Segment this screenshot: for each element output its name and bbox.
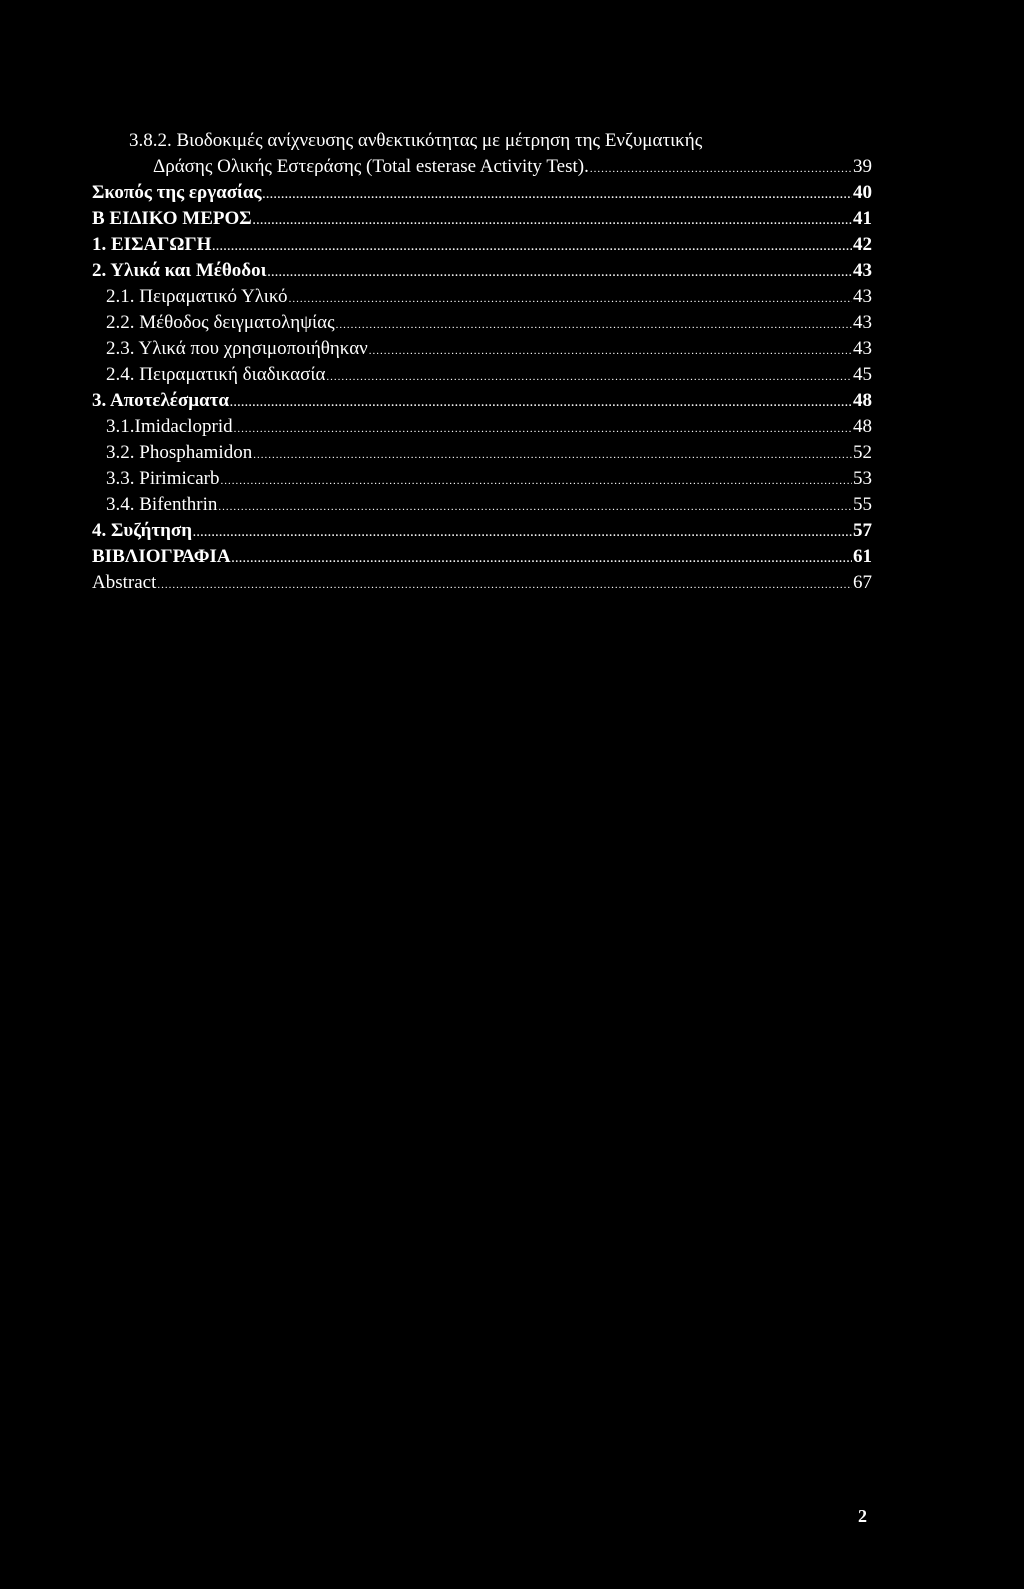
page-number: 2 xyxy=(858,1506,867,1526)
toc-entry-3-4 xyxy=(92,492,872,518)
toc-leader xyxy=(289,284,852,312)
toc-entry-page: 67 xyxy=(853,572,872,593)
toc-leader xyxy=(253,440,852,468)
toc-entry-page: 55 xyxy=(853,494,872,515)
toc-leader xyxy=(253,206,852,234)
toc-leader xyxy=(263,180,852,208)
toc-entry-page: 45 xyxy=(853,364,872,385)
toc-entry-label: 3. Αποτελέσματα xyxy=(92,390,229,411)
toc-entry-page: 43 xyxy=(853,260,872,281)
toc-entry-page: 53 xyxy=(853,468,872,489)
toc-entry-3-2 xyxy=(92,440,872,466)
toc-entry-apotelesmata xyxy=(92,388,872,414)
toc-entry-page: 48 xyxy=(853,416,872,437)
toc-entry-label: 2.2. Μέθοδος δειγματοληψίας xyxy=(106,312,335,333)
toc-entry-label: 1. ΕΙΣΑΓΩΓΗ xyxy=(92,234,212,255)
toc-entry-skopos xyxy=(92,180,872,206)
toc-leader xyxy=(234,414,852,442)
toc-leader xyxy=(336,310,852,338)
toc-entry-page: 48 xyxy=(853,390,872,411)
toc-entry-label: 2.4. Πειραματική διαδικασία xyxy=(106,364,326,385)
toc-entry-page: 43 xyxy=(853,338,872,359)
toc-entry-vivliografia xyxy=(92,544,872,570)
toc-entry-label: Δράσης Ολικής Εστεράσης (Total esterase Activity Test). xyxy=(153,156,589,177)
toc-leader xyxy=(220,466,852,494)
toc-leader xyxy=(193,518,852,546)
toc-leader xyxy=(590,154,852,182)
toc-entry-label: 3.8.2. Βιοδοκιμές ανίχνευσης ανθεκτικότητας με μέτρηση της Ενζυματικής xyxy=(129,130,703,151)
toc-leader xyxy=(218,492,852,520)
toc-entry-eidiko-meros xyxy=(92,206,872,232)
toc-entry-3-1 xyxy=(92,414,872,440)
toc-entry-page: 57 xyxy=(853,520,872,541)
toc-entry-label: Β ΕΙΔΙΚΟ ΜΕΡΟΣ xyxy=(92,208,252,229)
toc-entry-page: 43 xyxy=(853,312,872,333)
toc-entry-label: Σκοπός της εργασίας xyxy=(92,182,262,203)
toc-entry-label: ΒΙΒΛΙΟΓΡΑΦΙΑ xyxy=(92,546,231,567)
toc-entry-page: 42 xyxy=(853,234,872,255)
toc-entry-3-8-2-line1 xyxy=(92,128,872,154)
toc-entry-label: 2. Υλικά και Μέθοδοι xyxy=(92,260,267,281)
toc-entry-label: 2.3. Υλικά που χρησιμοποιήθηκαν xyxy=(106,338,368,359)
toc-entry-label: 3.4. Bifenthrin xyxy=(106,494,218,515)
toc-entry-2-3 xyxy=(92,336,872,362)
toc-entry-label: 2.1. Πειραματικό Υλικό xyxy=(106,286,288,307)
toc-entry-eisagogi xyxy=(92,232,872,258)
toc-entry-page: 41 xyxy=(853,208,872,229)
toc-entry-label: Abstract xyxy=(92,572,157,593)
toc-entry-label: 4. Συζήτηση xyxy=(92,520,193,541)
toc-leader xyxy=(157,570,852,598)
toc-entry-2-1 xyxy=(92,284,872,310)
toc-entry-label: 3.2. Phosphamidon xyxy=(106,442,253,463)
toc-entry-abstract xyxy=(92,570,872,596)
toc-entry-page: 43 xyxy=(853,286,872,307)
toc-leader xyxy=(212,232,852,260)
toc-entry-3-8-2-line2 xyxy=(92,154,872,180)
toc-entry-syzitisi xyxy=(92,518,872,544)
toc-entry-label: 3.3. Pirimicarb xyxy=(106,468,220,489)
toc-leader xyxy=(268,258,852,286)
toc-entry-label: 3.1.Imidacloprid xyxy=(106,416,233,437)
toc-entry-3-3 xyxy=(92,466,872,492)
toc-entry-page: 61 xyxy=(853,546,872,567)
toc-entry-page: 52 xyxy=(853,442,872,463)
toc-leader xyxy=(326,362,852,390)
toc-entry-page: 40 xyxy=(853,182,872,203)
toc-entry-ylika-methodoi xyxy=(92,258,872,284)
toc-leader xyxy=(232,544,852,572)
toc-entry-2-4 xyxy=(92,362,872,388)
table-of-contents xyxy=(92,128,872,596)
toc-leader xyxy=(230,388,852,416)
toc-entry-2-2 xyxy=(92,310,872,336)
toc-leader xyxy=(369,336,852,364)
toc-entry-page: 39 xyxy=(853,156,872,177)
